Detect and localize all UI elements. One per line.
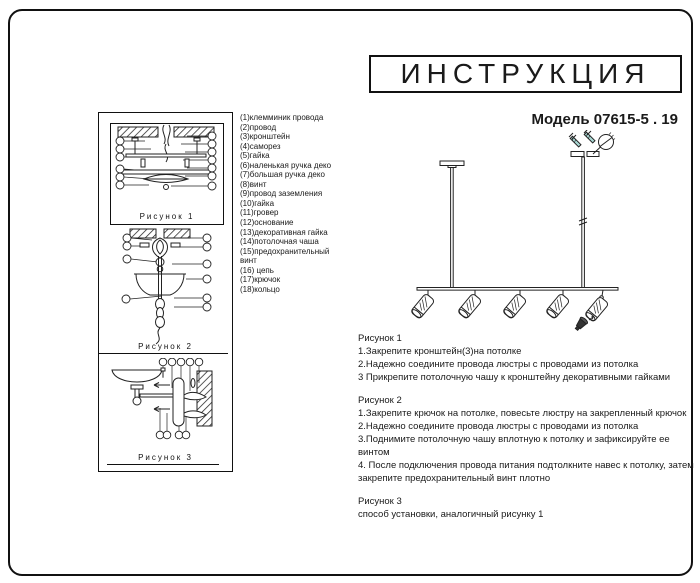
figure1-box [110, 123, 224, 225]
part-item: (16) цепь [240, 265, 274, 275]
section2-step: 3.Поднимите потолочную чашу вплотную к потолку и зафиксируйте ее винтом [358, 434, 670, 458]
figure2-chandelier-diagram [100, 226, 228, 348]
section2-step: 4. После подключения провода питания подтолкните навес к потолку, затем закрепите предохранительный винт плотно [358, 460, 694, 484]
canopy-detail-circle [593, 133, 615, 155]
title-box [369, 55, 682, 93]
part-item: (7)большая ручка деко [240, 170, 325, 180]
section2-heading: Рисунок 2 [358, 395, 402, 406]
part-item: (18)кольцо [240, 284, 280, 294]
part-item: (3)кронштейн [240, 132, 290, 142]
parts-list [240, 113, 337, 294]
part-item: (15)предохранительный винт [240, 246, 330, 266]
figure2-label: Рисунок 2 [138, 342, 193, 351]
part-item: (1)клемминик провода [240, 113, 324, 122]
figure3-sconce-diagram [100, 358, 228, 452]
figure1-label: Рисунок 1 [139, 212, 195, 221]
figures-panel [98, 112, 233, 472]
part-item: (2)провод [240, 122, 277, 132]
part-item: (6)наленькая ручка деко [240, 160, 332, 170]
part-item: (9)провод заземления [240, 189, 323, 199]
model-label: Модель 07615-5 . 19 [531, 111, 678, 128]
part-item: (13)декоративная гайка [240, 227, 328, 237]
instructions-section-2 [358, 394, 696, 485]
section1-step: 3 Прикрепите потолочную чашу к кронштейну декоративными гайками [358, 372, 671, 383]
section1-heading: Рисунок 1 [358, 333, 402, 344]
part-item: (17)крючок [240, 275, 281, 285]
fixture-diagram [360, 130, 700, 335]
section3-step: способ установки, аналогичный рисунку 1 [358, 509, 544, 520]
section2-step: 2.Надежно соедините провода люстры с проводами из потолка [358, 421, 639, 432]
instructions [358, 332, 696, 531]
part-item: (5)гайка [240, 151, 270, 161]
part-item: (4)саморез [240, 141, 281, 151]
part-item: (11)гровер [240, 208, 279, 218]
figure3-underline [107, 464, 219, 465]
instructions-section-3 [358, 495, 696, 521]
section2-step: 1.Закрепите крючок на потолке, повесьте люстру на закрепленный крючок [358, 408, 687, 419]
part-item: (8)винт [240, 179, 267, 189]
bulb-detail [573, 316, 589, 332]
instructions-section-1 [358, 332, 696, 384]
mounting-screws [569, 130, 595, 147]
section1-step: 2.Надежно соедините провода люстры с проводами из потолка [358, 359, 639, 370]
page-title: ИНСТРУКЦИЯ [400, 58, 651, 89]
part-item: (10)гайка [240, 198, 275, 208]
figure3-label: Рисунок 3 [138, 453, 193, 462]
part-item: (12)основание [240, 218, 294, 228]
section3-heading: Рисунок 3 [358, 496, 402, 507]
figure2-divider [99, 353, 228, 354]
section1-step: 1.Закрепите кронштейн(3)на потолке [358, 346, 522, 357]
part-item: (14)потолочная чаша [240, 237, 319, 247]
figure1-ceiling-mount-diagram [111, 124, 221, 208]
